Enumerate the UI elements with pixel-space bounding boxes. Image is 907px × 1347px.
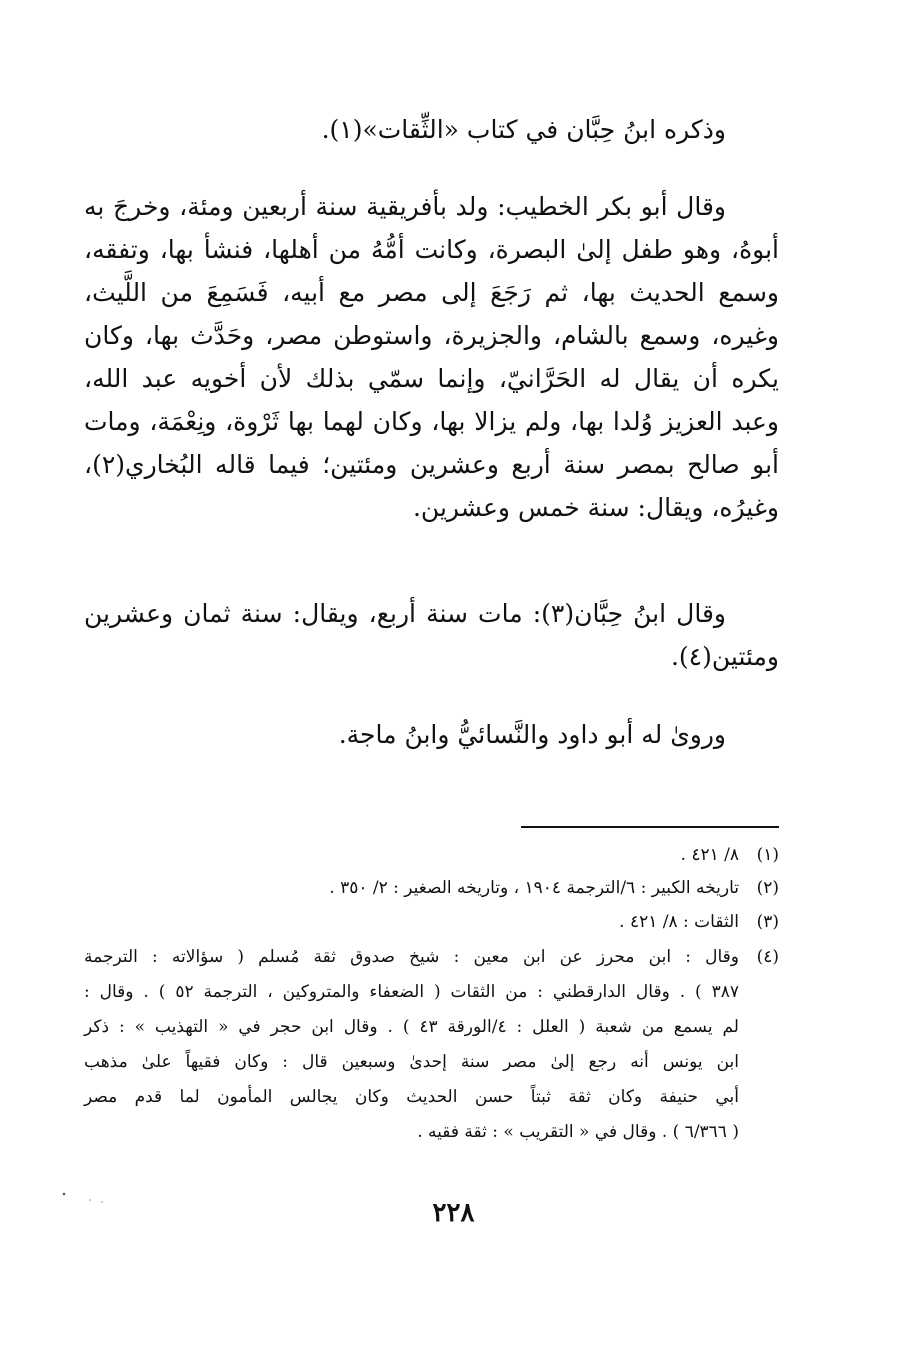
footnote-number: (٢) — [756, 878, 779, 898]
paragraph-2-line: يكره أن يقال له الحَرَّانيّ، وإنما سمّي بذلك لأن أخويه عبد الله، — [84, 364, 779, 393]
footnote-line: ( ٦/٣٦٦ ) . وقال في « التقريب » : ثقة فقيه . — [417, 1122, 739, 1142]
footnote-3 — [84, 905, 779, 940]
footnote-line: لم يسمع من شعبة ( العلل : ٤/الورقة ٤٣ ) . وقال ابن حجر في « التهذيب » : ذكر — [84, 1017, 739, 1037]
footnote-divider — [521, 826, 779, 828]
paragraph-2 — [84, 185, 779, 529]
footnote-text — [84, 940, 779, 1150]
footnote-line: أبي حنيفة وكان ثقة ثبتاً حسن الحديث وكان يجالس المأمون لما قدم مصر — [84, 1087, 739, 1107]
footnote-1 — [84, 838, 779, 873]
paragraph-3-line: ومئتين(٤). — [670, 642, 779, 671]
paragraph-1 — [84, 108, 779, 151]
footnote-4 — [84, 940, 779, 1150]
footnote-text: تاريخه الكبير : ٦/الترجمة ١٩٠٤ ، وتاريخه الصغير : ٢/ ٣٥٠ . — [329, 878, 739, 898]
paragraph-4-line: وروىٰ له أبو داود والنَّسائيُّ وابنُ ماجة. — [338, 720, 726, 749]
paragraph-1-line: وذكره ابنُ حِبَّان في كتاب «الثِّقات»(١). — [321, 115, 726, 144]
paragraph-2-line: وقال أبو بكر الخطيب: ولد بأفريقية سنة أربعين ومئة، وخرجَ به — [84, 192, 726, 221]
footnote-text: ٨/ ٤٢١ . — [680, 845, 739, 865]
footnote-number: (٤) — [756, 947, 779, 967]
footnote-number: (٣) — [756, 912, 779, 932]
paragraph-2-line: وعبد العزيز وُلدا بها، ولم يزالا بها، وكان لهما بها ثَرْوة، ونِعْمَة، ومات — [84, 407, 779, 436]
paragraph-3 — [84, 592, 779, 678]
page-number: ٢٢٨ — [432, 1198, 475, 1228]
paragraph-2-line: وسمع الحديث بها، ثم رَجَعَ إلى مصر مع أبيه، فَسَمِعَ من اللَّيث، — [84, 278, 779, 307]
paragraph-4 — [84, 713, 779, 756]
paragraph-2-line: وغيرُه، ويقال: سنة خمس وعشرين. — [412, 493, 779, 522]
paragraph-2-line: أبوهُ، وهو طفل إلىٰ البصرة، وكانت أمُّهُ من أهلها، فنشأ بها، وتفقه، — [84, 235, 779, 264]
paragraph-3-line: وقال ابنُ حِبَّان(٣): مات سنة أربع، ويقال: سنة ثمان وعشرين — [84, 599, 726, 628]
footnote-line: ٣٨٧ ) . وقال الدارقطني : من الثقات ( الضعفاء والمتروكين ، الترجمة ٥٢ ) . وقال : — [84, 982, 739, 1002]
scan-specks-graphic — [60, 1188, 120, 1208]
footnote-line: وقال : ابن محرز عن ابن معين : شيخ صدوق ثقة مُسلم ( سؤالاته : الترجمة — [84, 947, 739, 967]
scan-specks — [60, 1188, 120, 1211]
footnote-line: ابن يونس أنه رجع إلىٰ مصر سنة إحدىٰ وسبعين قال : وكان فقيهاً علىٰ مذهب — [84, 1052, 739, 1072]
footnote-text: الثقات : ٨/ ٤٢١ . — [619, 912, 739, 932]
footnote-2 — [84, 871, 779, 906]
footnote-number: (١) — [756, 845, 779, 865]
paragraph-2-line: وغيره، وسمع بالشام، والجزيرة، واستوطن مصر، وحَدَّث بها، وكان — [84, 321, 779, 350]
paragraph-2-line: أبو صالح بمصر سنة أربع وعشرين ومئتين؛ فيما قاله البُخاري(٢)، — [84, 450, 779, 479]
